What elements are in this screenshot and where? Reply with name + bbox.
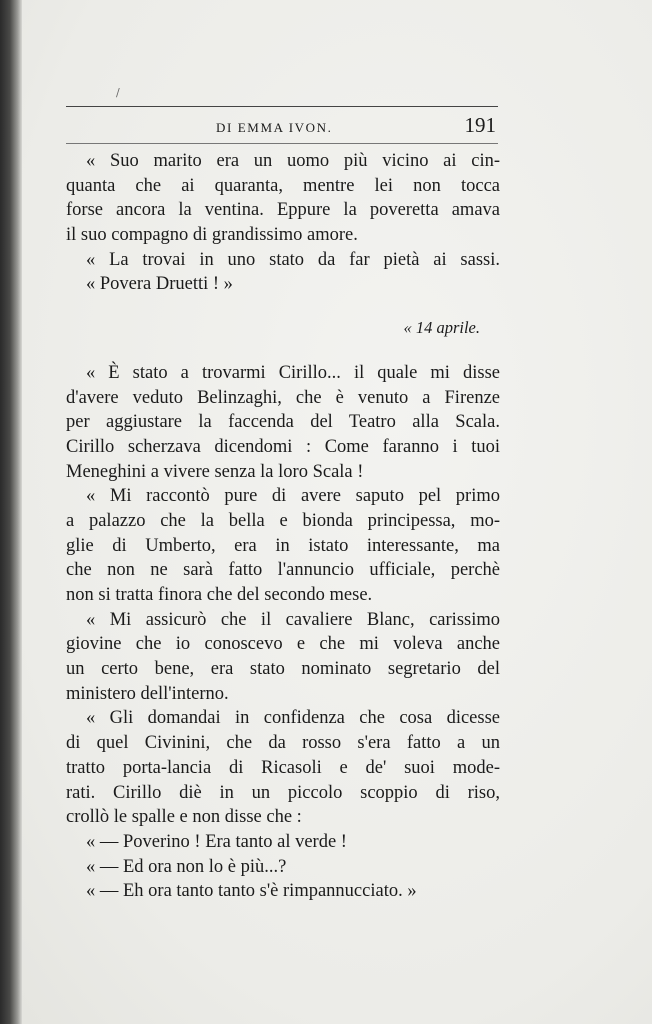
running-title: DI EMMA IVON.: [216, 120, 333, 135]
text-line: « Mi assicurò che il cavaliere Blanc, carissimo: [86, 609, 500, 630]
text-line: il suo compagno di grandissimo amore.: [66, 225, 358, 246]
text-line: per aggiustare la faccenda del Teatro alla Scala.: [66, 412, 500, 433]
running-head: [66, 114, 498, 138]
text-line: crollò le spalle e non disse che :: [66, 807, 302, 828]
paragraph-gap: [66, 341, 500, 361]
text-line: Cirillo scherzava dicendomi : Come faranno i tuoi: [66, 436, 500, 457]
text-line: « Gli domandai in confidenza che cosa dicesse: [86, 708, 500, 729]
paragraph-gap: [66, 297, 500, 316]
text-line: tratto porta-lancia di Ricasoli e de' suoi mode-: [66, 757, 500, 778]
text-line: a palazzo che la bella e bionda principessa, mo-: [66, 510, 500, 531]
dialogue-line: « — Ed ora non lo è più...?: [86, 856, 287, 877]
text-line: di quel Civinini, che da rosso s'era fatto a un: [66, 733, 500, 754]
header-rule-bottom: [66, 143, 498, 144]
text-line: rati. Cirillo diè in un piccolo scoppio di riso,: [66, 782, 500, 803]
text-line: Meneghini a vivere senza la loro Scala !: [66, 461, 364, 482]
header-rule-top: [66, 106, 498, 107]
dialogue-line: « — Poverino ! Era tanto al verde !: [86, 831, 347, 852]
text-line: « È stato a trovarmi Cirillo... il quale mi disse: [86, 362, 500, 383]
text-line: « La trovai in uno stato da far pietà ai sassi.: [86, 249, 500, 270]
text-line: « Povera Druetti ! »: [86, 274, 233, 295]
text-line: quanta che ai quaranta, mentre lei non tocca: [66, 175, 500, 196]
text-line: « Suo marito era un uomo più vicino ai cin-: [86, 151, 500, 171]
pencil-mark: /: [116, 86, 120, 99]
text-line: giovine che io conoscevo e che mi voleva anche: [66, 634, 500, 655]
text-line: un certo bene, era stato nominato segretario del: [66, 659, 500, 680]
text-line: forse ancora la ventina. Eppure la poveretta amava: [66, 200, 500, 221]
book-binding-shadow: [0, 0, 22, 1024]
dialogue-line: « — Eh ora tanto tanto s'è rimpannucciato. »: [86, 881, 417, 902]
text-line: non si tratta finora che del secondo mese.: [66, 585, 373, 605]
text-line: d'avere veduto Belinzaghi, che è venuto a Firenze: [66, 387, 500, 408]
text-line: glie di Umberto, era in istato interessante, ma: [66, 535, 500, 556]
text-line: « Mi raccontò pure di avere saputo pel primo: [86, 486, 500, 507]
page-number: 191: [464, 113, 496, 137]
dateline: « 14 aprile.: [403, 318, 480, 338]
page-text: [66, 149, 500, 904]
text-line: che non ne sarà fatto l'annuncio ufficiale, perchè: [66, 560, 500, 581]
text-line: ministero dell'interno.: [66, 683, 229, 704]
